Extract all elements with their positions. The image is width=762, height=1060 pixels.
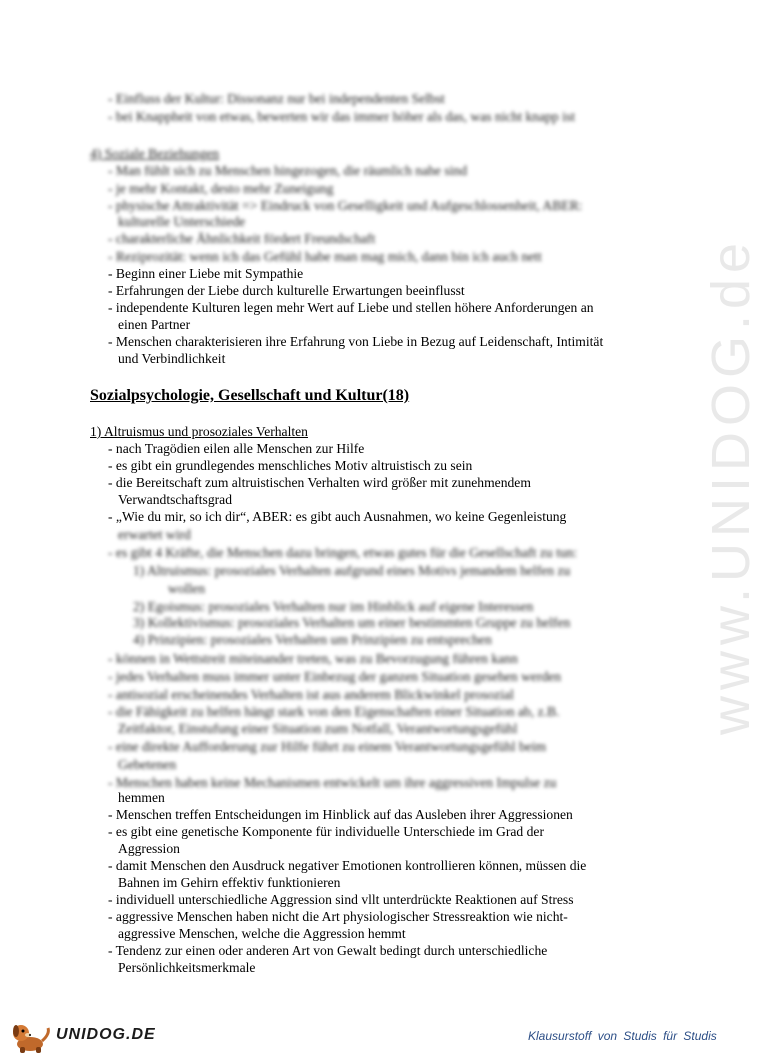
text-line: - charakterliche Ähnlichkeit fördert Freundschaft (108, 231, 376, 246)
text-line: - bei Knappheit von etwas, bewerten wir das immer höher als das, was nicht knapp ist (108, 109, 575, 124)
text-line: Verwandtschaftsgrad (118, 492, 232, 507)
subsection-title: 1) Altruismus und prosoziales Verhalten (90, 424, 308, 439)
text-line: - Tendenz zur einen oder anderen Art von Gewalt bedingt durch unterschiedliche (108, 943, 548, 958)
text-line: - jedes Verhalten muss immer unter Einbezug der ganzen Situation gesehen werden (108, 669, 562, 684)
text-line: und Verbindlichkeit (118, 351, 226, 366)
text-line: - je mehr Kontakt, desto mehr Zuneigung (108, 181, 334, 196)
text-line: Zeitfaktor, Einstufung einer Situation zum Notfall, Verantwortungsgefühl (118, 721, 518, 736)
text-line: - aggressive Menschen haben nicht die Art physiologischer Stressreaktion wie nicht- (108, 909, 568, 924)
text-line: 1) Altruismus: prosoziales Verhalten aufgrund eines Motivs jemandem helfen zu (133, 563, 571, 578)
text-line: - Beginn einer Liebe mit Sympathie (108, 266, 304, 281)
text-line: - Menschen haben keine Mechanismen entwickelt um ihre aggressiven Impulse zu (108, 775, 557, 790)
footer-tagline: Klausurstoff von Studis für Studis (528, 1029, 717, 1043)
text-line: Bahnen im Gehirn effektiv funktionieren (118, 875, 341, 890)
text-line: - individuell unterschiedliche Aggression sind vllt unterdrückte Reaktionen auf Stress (108, 892, 574, 907)
text-line: - es gibt 4 Kräfte, die Menschen dazu bringen, etwas gutes für die Gesellschaft zu tun: (108, 545, 578, 560)
text-line: - die Bereitschaft zum altruistischen Verhalten wird größer mit zunehmendem (108, 475, 531, 490)
text-line: 2) Egoismus: prosoziales Verhalten nur im Hinblick auf eigene Interessen (133, 599, 534, 614)
text-line: - können in Wettstreit miteinander treten, was zu Bevorzugung führen kann (108, 651, 518, 666)
text-line: wollen (168, 581, 205, 596)
text-line: - antisozial erscheinendes Verhalten ist aus anderem Blickwinkel prosozial (108, 687, 514, 702)
text-line: aggressive Menschen, welche die Aggression hemmt (118, 926, 406, 941)
logo-text: UNIDOG.DE (56, 1026, 156, 1043)
text-line: - „Wie du mir, so ich dir“, ABER: es gibt auch Ausnahmen, wo keine Gegenleistung (108, 509, 567, 524)
text-line: - es gibt ein grundlegendes menschliches Motiv altruistisch zu sein (108, 458, 473, 473)
text-line: - damit Menschen den Ausdruck negativer Emotionen kontrollieren können, müssen die (108, 858, 587, 873)
text-line: - eine direkte Aufforderung zur Hilfe führt zu einem Verantwortungsgefühl beim (108, 739, 547, 754)
text-line: kulturelle Unterschiede (118, 214, 246, 229)
section-title: 4) Soziale Beziehungen (90, 146, 220, 161)
text-line: - nach Tragödien eilen alle Menschen zur Hilfe (108, 441, 365, 456)
text-line: hemmen (118, 790, 165, 805)
text-line: 4) Prinzipien: prosoziales Verhalten um Prinzipien zu entsprechen (133, 632, 492, 647)
text-line: Aggression (118, 841, 180, 856)
watermark: www.UNIDOG.de (701, 236, 761, 735)
dog-icon (8, 1020, 54, 1054)
text-line: - physische Attraktivität => Eindruck von Geselligkeit und Aufgeschlossenheit, ABER: (108, 198, 583, 213)
unidog-logo[interactable] (8, 1020, 178, 1054)
text-line: Gebetenen (118, 757, 177, 772)
text-line: - es gibt eine genetische Komponente für individuelle Unterschiede im Grad der (108, 824, 544, 839)
text-line: - Einfluss der Kultur: Dissonanz nur bei independenten Selbst (108, 91, 445, 106)
text-line: - die Fähigkeit zu helfen hängt stark von den Eigenschaften einer Situation ab, z.B. (108, 704, 560, 719)
text-line: Persönlichkeitsmerkmale (118, 960, 256, 975)
text-line: - Erfahrungen der Liebe durch kulturelle Erwartungen beeinflusst (108, 283, 465, 298)
text-line: - Menschen treffen Entscheidungen im Hinblick auf das Ausleben ihrer Aggressionen (108, 807, 573, 822)
text-line: 3) Kollektivismus: prosoziales Verhalten um einer bestimmten Gruppe zu helfen (133, 615, 571, 630)
text-line: - Man fühlt sich zu Menschen hingezogen, die räumlich nahe sind (108, 163, 467, 178)
text-line: - independente Kulturen legen mehr Wert auf Liebe und stellen höhere Anforderungen an (108, 300, 594, 315)
text-line: - Reziprozität: wenn ich das Gefühl habe man mag mich, dann bin ich auch nett (108, 249, 542, 264)
text-line: einen Partner (118, 317, 191, 332)
section-heading: Sozialpsychologie, Gesellschaft und Kultur(18) (90, 387, 410, 404)
text-line: erwartet wird (118, 527, 191, 542)
text-line: - Menschen charakterisieren ihre Erfahrung von Liebe in Bezug auf Leidenschaft, Intimität (108, 334, 604, 349)
